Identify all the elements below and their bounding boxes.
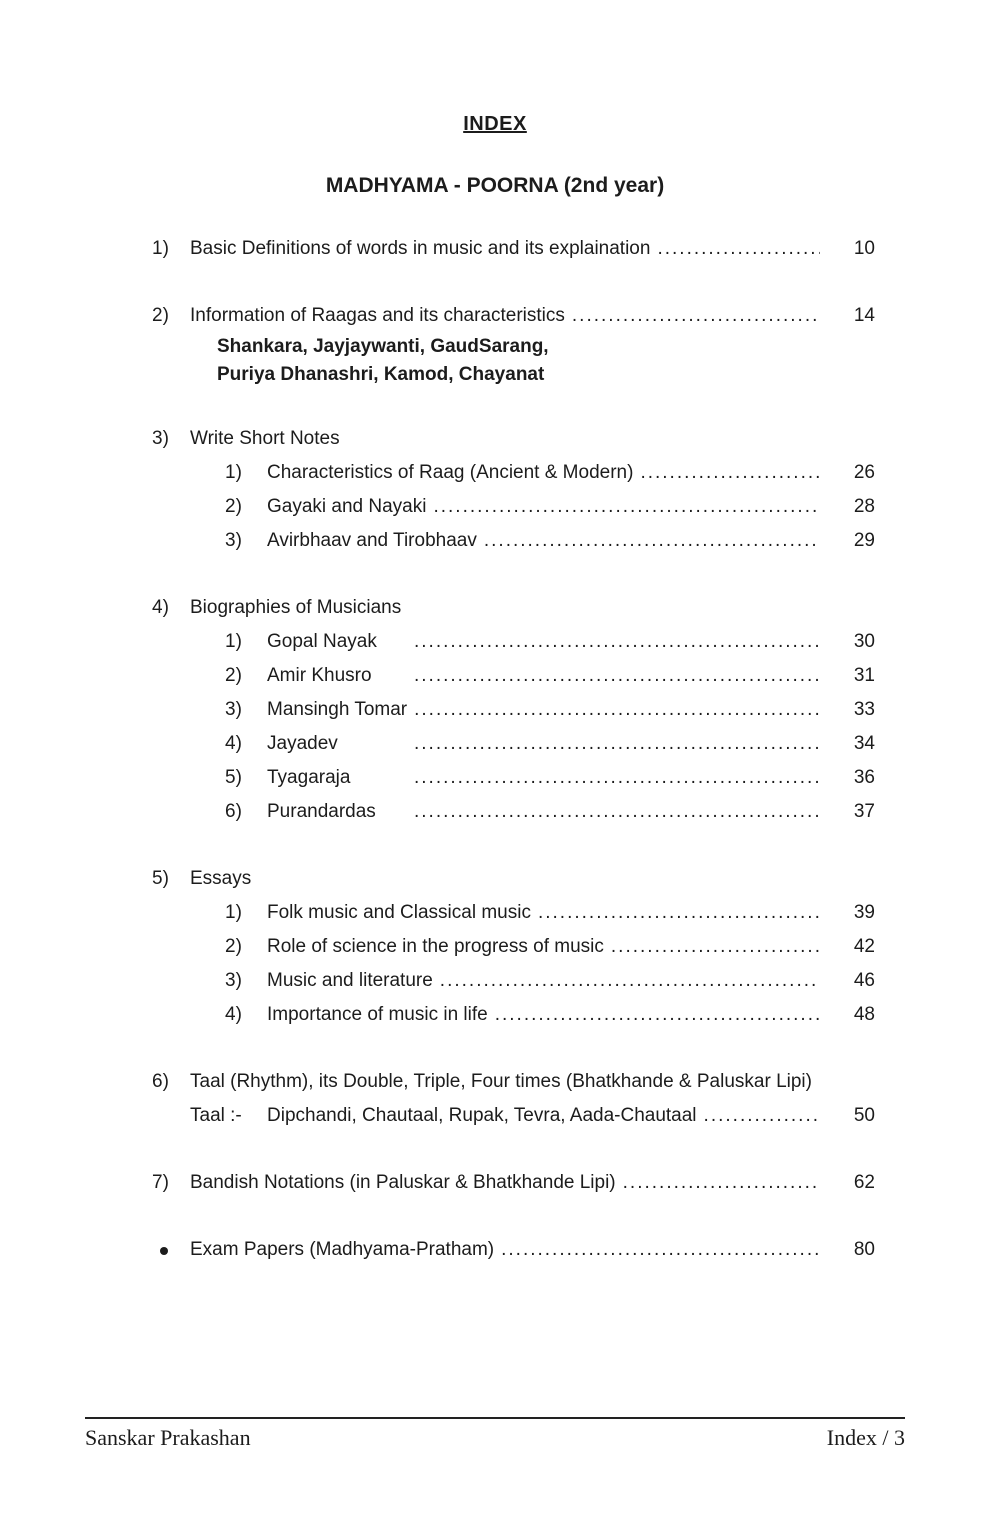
dot-leader	[414, 761, 820, 795]
dot-leader	[433, 490, 820, 524]
entry-label: Amir Khusro	[267, 665, 372, 686]
toc-subentry	[152, 659, 875, 693]
dot-leader	[440, 964, 820, 998]
toc-entry	[152, 1166, 875, 1200]
entry-label: Gopal Nayak	[267, 631, 377, 652]
entry-number: 1)	[225, 631, 242, 652]
entry-label: Exam Papers (Madhyama-Pratham)	[190, 1239, 495, 1260]
dot-leader	[640, 456, 820, 490]
entry-label: Taal (Rhythm), its Double, Triple, Four times (Bhatkhande & Paluskar Lipi)	[190, 1071, 812, 1092]
entry-label: Importance of music in life	[267, 1004, 488, 1025]
entry-label: Purandardas	[267, 801, 376, 822]
taal-prefix-label: Taal :-	[190, 1105, 242, 1126]
toc-entry	[152, 299, 875, 333]
dot-leader	[495, 998, 820, 1032]
page-number: 28	[853, 496, 875, 517]
page-number: 37	[853, 801, 875, 822]
dot-leader	[414, 625, 820, 659]
toc-section-header	[152, 422, 875, 456]
entry-number: 7)	[152, 1172, 169, 1193]
entry-number: 1)	[225, 462, 242, 483]
entry-number: 3)	[225, 699, 242, 720]
entry-number: 2)	[152, 305, 169, 326]
page-number: 10	[853, 238, 875, 259]
entry-label: Mansingh Tomar	[267, 699, 408, 720]
dot-leader	[538, 896, 820, 930]
entry-label: Information of Raagas and its characteristics	[190, 305, 565, 326]
page-number: 31	[853, 665, 875, 686]
dot-leader	[611, 930, 820, 964]
entry-number: 4)	[152, 597, 169, 618]
entry-number: 4)	[225, 733, 242, 754]
entry-label: Bandish Notations (in Paluskar & Bhatkhande Lipi)	[190, 1172, 616, 1193]
entry-number: 2)	[225, 665, 242, 686]
index-content	[152, 0, 875, 1267]
entry-number: 1)	[225, 902, 242, 923]
page-number: 39	[853, 902, 875, 923]
dot-leader	[704, 1099, 820, 1133]
dot-leader	[572, 299, 820, 333]
page-number: 33	[853, 699, 875, 720]
entry-number: 3)	[225, 970, 242, 991]
entry-number: 5)	[225, 767, 242, 788]
entry-label: Dipchandi, Chautaal, Rupak, Tevra, Aada-Chautaal	[267, 1105, 697, 1126]
page-number: 46	[853, 970, 875, 991]
entry-label: Gayaki and Nayaki	[267, 496, 427, 517]
toc-subentry	[152, 727, 875, 761]
entry-number: 2)	[225, 936, 242, 957]
entry-number	[152, 1233, 190, 1267]
dot-leader	[484, 524, 820, 558]
entry-label: Jayadev	[267, 733, 338, 754]
dot-leader	[414, 727, 820, 761]
page-number: 50	[853, 1105, 875, 1126]
page-number: 29	[853, 530, 875, 551]
entry-number: 6)	[152, 1071, 169, 1092]
toc-subentry	[152, 693, 875, 727]
entry-number: 1)	[152, 238, 169, 259]
toc-subentry	[152, 625, 875, 659]
page-title: INDEX	[463, 113, 527, 135]
entry-label: Biographies of Musicians	[190, 597, 402, 618]
toc-subentry	[152, 964, 875, 998]
entry-label: Essays	[190, 868, 252, 889]
toc-section-header	[152, 1065, 875, 1099]
dot-leader	[414, 693, 820, 727]
entry-label: Characteristics of Raag (Ancient & Modern)	[267, 462, 634, 483]
toc-entry	[152, 1099, 875, 1133]
table-of-contents	[152, 232, 875, 1267]
toc-subentry	[152, 456, 875, 490]
dot-leader	[414, 795, 820, 829]
page-number: 62	[853, 1172, 875, 1193]
toc-subentry	[152, 795, 875, 829]
toc-subentry	[152, 896, 875, 930]
entry-label: Avirbhaav and Tirobhaav	[267, 530, 477, 551]
entry-number: 2)	[225, 496, 242, 517]
page-footer	[85, 1417, 905, 1451]
publisher-name: Sanskar Prakashan	[85, 1425, 251, 1450]
footer-page-label: Index / 3	[826, 1425, 905, 1450]
page-number: 30	[853, 631, 875, 652]
toc-subentry	[152, 930, 875, 964]
bullet-icon	[160, 1247, 168, 1255]
entry-number: 4)	[225, 1004, 242, 1025]
dot-leader	[414, 659, 820, 693]
entry-number: 5)	[152, 868, 169, 889]
toc-entry	[152, 232, 875, 266]
toc-section-header	[152, 862, 875, 896]
toc-entry	[152, 1233, 875, 1267]
toc-subentry	[152, 490, 875, 524]
entry-number: 3)	[152, 428, 169, 449]
entry-number: 6)	[225, 801, 242, 822]
page-number: 80	[853, 1239, 875, 1260]
toc-subentry	[152, 761, 875, 795]
entry-label: Role of science in the progress of music	[267, 936, 604, 957]
entry-detail-line: Puriya Dhanashri, Kamod, Chayanat	[217, 364, 545, 385]
entry-label: Tyagaraja	[267, 767, 351, 788]
page-subtitle: MADHYAMA - POORNA (2nd year)	[325, 174, 665, 197]
dot-leader	[501, 1233, 820, 1267]
page-number: 34	[853, 733, 875, 754]
dot-leader	[623, 1166, 820, 1200]
entry-number: 3)	[225, 530, 242, 551]
entry-label: Basic Definitions of words in music and its explaination	[190, 238, 651, 259]
toc-subentry	[152, 998, 875, 1032]
dot-leader	[657, 232, 820, 266]
toc-subentry	[152, 524, 875, 558]
entry-label: Music and literature	[267, 970, 433, 991]
page-number: 42	[853, 936, 875, 957]
entry-label: Folk music and Classical music	[267, 902, 531, 923]
toc-section-header	[152, 591, 875, 625]
page-number: 26	[853, 462, 875, 483]
entry-label: Write Short Notes	[190, 428, 340, 449]
page-number: 14	[853, 305, 875, 326]
page-number: 48	[853, 1004, 875, 1025]
entry-detail-line: Shankara, Jayjaywanti, GaudSarang,	[217, 336, 549, 357]
page-number: 36	[853, 767, 875, 788]
